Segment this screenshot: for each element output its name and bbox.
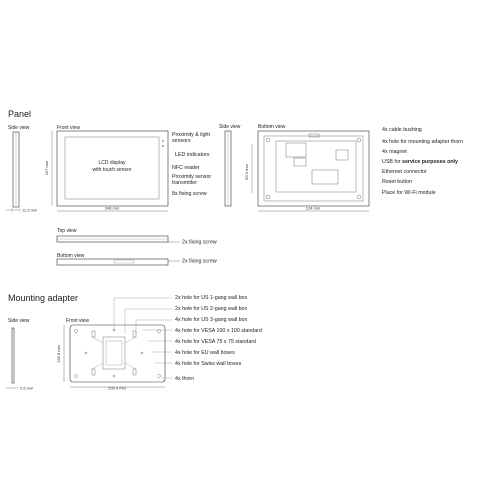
top-view-label: Top view <box>57 228 77 234</box>
panel-back-drawing <box>252 131 369 211</box>
panel-front-view-label: Front view <box>57 125 81 131</box>
top-fixing-screw-label: 2x fixing screw <box>182 239 217 246</box>
callout-proximity-light-1: Proximity & light <box>172 132 210 138</box>
callout-proximity-tx-1: Proximity sensor <box>172 174 212 180</box>
top-view-drawing <box>57 236 180 242</box>
callout-led-indicators: LED indicators <box>175 152 210 158</box>
panel-side-view-2-label: Side view <box>219 124 241 130</box>
callout-wifi-module: Place for Wi-Fi module <box>382 190 436 196</box>
callout-proximity-tx-2: transmitter <box>172 180 198 186</box>
adapter-front-view-label: Front view <box>66 318 90 324</box>
panel-side-view-label: Side view <box>8 125 30 131</box>
panel-width-dim: 248 mm <box>104 205 120 211</box>
callout-adapter-thorn-hole: 4x hole for mounting adapter thorn <box>382 139 463 145</box>
bottom-view-2-label: Bottom view <box>57 253 85 259</box>
panel-bottom-view-label: Bottom view <box>258 124 286 130</box>
callout-nfc-reader: NFC reader <box>172 165 200 171</box>
adapter-side-view-label: Side view <box>8 318 30 324</box>
callout-cable-bushing: 4x cable bushing <box>382 127 422 133</box>
panel-side-view-2-drawing <box>225 131 231 206</box>
adapter-callout-thorn: 4x thorn <box>175 376 195 382</box>
lcd-label-line1: LCD display <box>98 160 126 166</box>
adapter-front-view-drawing <box>64 325 165 387</box>
callout-proximity-light-2: sensors <box>172 138 191 144</box>
adapter-callout-vesa-75: 4x hole for VESA 75 x 75 standard <box>175 339 256 345</box>
adapter-callout-swiss-wall-box: 4x hole for Swiss wall boxes <box>175 361 242 367</box>
bottom-view-2-drawing <box>57 259 180 265</box>
adapter-callout-eu-wall-box: 4x hole for EU wall boxes <box>175 350 235 356</box>
callout-usb: USB for service purposes only <box>382 159 458 165</box>
back-height-dim: 83.3 mm <box>244 164 249 180</box>
panel-side-view-drawing <box>6 132 20 213</box>
adapter-callout-us-2-gang: 2x hole for US 2-gang wall box <box>175 306 248 312</box>
callout-reset-button: Reset button <box>382 179 413 185</box>
adapter-callout-us-3-gang: 4x hole for US 3-gang wall box <box>175 317 248 323</box>
adapter-height-dim: 128.8 mm <box>56 345 61 363</box>
adapter-side-view-drawing <box>6 328 18 388</box>
panel-height-dim: 167 mm <box>44 160 49 176</box>
adapter-title: Mounting adapter <box>8 293 79 303</box>
adapter-depth-dim: 2.5 mm <box>20 385 34 391</box>
callout-ethernet: Ethernet connector <box>382 169 427 175</box>
panel-title: Panel <box>8 109 32 119</box>
back-width-dim: 124 mm <box>305 205 321 211</box>
adapter-callout-vesa-100: 4x hole for VESA 100 x 100 standard <box>175 328 262 334</box>
lcd-label-line2: with touch sensor <box>92 167 132 173</box>
adapter-width-dim: 209.9 mm <box>108 385 126 391</box>
callout-fixing-screw: 8x fixing screw <box>172 191 207 197</box>
panel-depth-dim: 11.3 mm <box>22 207 38 213</box>
bottom-fixing-screw-label: 2x fixing screw <box>182 258 217 265</box>
callout-magnet: 4x magnet <box>382 149 407 155</box>
adapter-callout-us-1-gang: 2x hole for US 1-gang wall box <box>175 295 248 301</box>
